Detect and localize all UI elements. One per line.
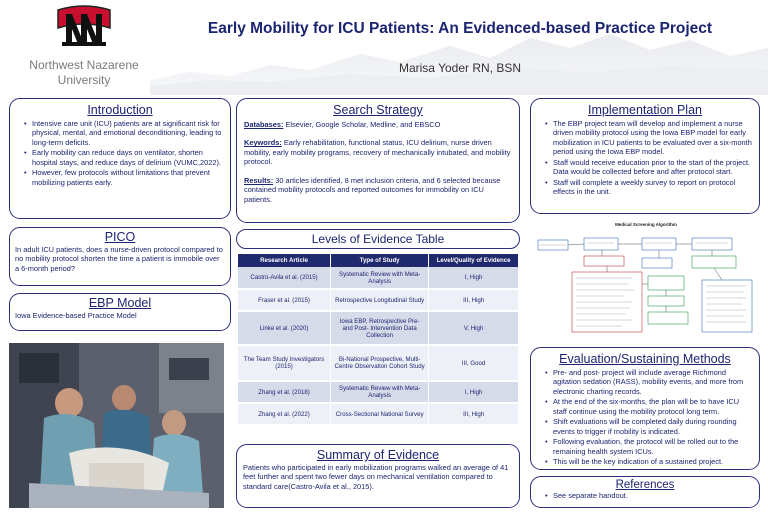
- list-item: • At the end of the six-months, the plan will be to have ICU staff continue using the mobility protocol long term.: [553, 397, 753, 416]
- table-cell: III, High: [429, 403, 519, 425]
- pico-title: PICO: [104, 230, 136, 244]
- poster-title: Early Mobility for ICU Patients: An Evidenced-based Practice Project: [207, 20, 713, 37]
- list-item: • Following evaluation, the protocol will be rolled out to the remaining health system ICUs.: [553, 437, 753, 456]
- list-item: • Shift evaluations will be completed daily during rounding events to trigger if mobility is indicated.: [553, 417, 753, 436]
- introduction-box: [9, 98, 231, 219]
- list-item: • See separate handout.: [553, 491, 753, 500]
- references-box: [530, 476, 760, 508]
- list-item: • Staff will complete a weekly survey to report on protocol effects in the unit.: [553, 178, 753, 197]
- table-cell: III, Good: [429, 345, 519, 381]
- introduction-title: Introduction: [87, 103, 153, 117]
- table-cell: Castro-Avila et al. (2015): [238, 267, 331, 289]
- column-header: Research Article: [238, 254, 331, 267]
- table-header-row: [238, 254, 519, 267]
- nnu-logo-icon: [54, 4, 114, 50]
- table-cell: Cross-Sectional National Survey: [331, 403, 429, 425]
- author-name: Marisa Yoder RN, BSN: [398, 61, 522, 75]
- medical-screening-algorithm-diagram: [532, 222, 760, 342]
- summary-text: Patients who participated in early mobilization programs walked an average of 41 feet further and spent two fewer days on mechanical ventilation compared to standard care(Castro-Avila et al., 2015).: [243, 463, 509, 491]
- table-cell: Bi-National Prospective, Multi-Centre Observation Cohort Study: [331, 345, 429, 381]
- university-name-line1: Northwest Nazarene: [29, 58, 139, 72]
- keywords-text: Early rehabilitation, functional status, ICU delirium, nurse driven mobility, early mobility programs, recovery of mechanically intubated, and mobility protocol.: [244, 138, 511, 167]
- keywords-label: Keywords:: [244, 138, 282, 148]
- table-cell: The Team Study Investigators (2015): [238, 345, 331, 381]
- diagram-title: Medical Screening Algorithm: [615, 222, 677, 227]
- university-name-line2: University: [57, 73, 111, 87]
- icu-mobility-photo: [9, 343, 224, 508]
- table-cell: I, High: [429, 267, 519, 289]
- list-item: • Pre- and post- project will include average Richmond agitation sedation (RASS), mobility events, and more from electronic charting records.: [553, 368, 753, 396]
- poster-header: [0, 0, 768, 95]
- implementation-list: [543, 119, 753, 197]
- column-header: Level/Quality of Evidence: [429, 254, 519, 267]
- list-item: • The EBP project team will develop and implement a nurse driven mobility protocol using the Iowa EBP model for early mobilization in ICU patients to be evaluated over a six-month period using the Iowa EBP model.: [553, 119, 753, 157]
- algorithm-flowchart-image: [532, 222, 760, 342]
- list-item: • This will be the key indication of a sustained project.: [553, 457, 753, 466]
- implementation-box: [530, 98, 760, 214]
- list-item: • However, few protocols without limitations that prevent mobilizing patients early.: [32, 168, 224, 187]
- ebp-model-text: Iowa Evidence-based Practice Model: [15, 311, 137, 320]
- table-cell: I, High: [429, 381, 519, 403]
- evaluation-box: [530, 347, 760, 470]
- evidence-table-title: Levels of Evidence Table: [236, 229, 520, 249]
- table-cell: Zhang et al. (2018): [238, 381, 331, 403]
- table-row: [238, 381, 519, 403]
- pico-question: In adult ICU patients, does a nurse-driven protocol compared to no mobility protocol shorten the time a patient is immobile over a 6-month period?: [15, 245, 223, 273]
- table-row: [238, 289, 519, 311]
- results-label: Results:: [244, 175, 274, 185]
- table-cell: V, High: [429, 311, 519, 345]
- summary-box: [236, 444, 520, 508]
- evaluation-list: [543, 368, 753, 467]
- databases-text: Elsevier, Google Scholar, Medline, and EBSCO: [283, 120, 441, 129]
- ebp-model-box: [9, 293, 231, 331]
- databases-paragraph: [244, 120, 512, 129]
- search-strategy-box: [236, 98, 520, 223]
- introduction-list: [22, 119, 224, 187]
- table-row: [238, 267, 519, 289]
- table-cell: Fraser et al. (2015): [238, 289, 331, 311]
- list-item: • Staff would receive education prior to the start of the project. Data would be collected before and after protocol start.: [553, 158, 753, 177]
- summary-title: Summary of Evidence: [316, 448, 440, 462]
- icu-photo-image: [9, 343, 224, 508]
- table-cell: III, High: [429, 289, 519, 311]
- references-list: [543, 491, 753, 500]
- table-cell: Retrospective Longitudinal Study: [331, 289, 429, 311]
- list-item: • Intensive care unit (ICU) patients are at significant risk for physical, mental, and emotional deconditioning, leading to long-term deficits.: [32, 119, 224, 147]
- table-cell: Zhang et al. (2022): [238, 403, 331, 425]
- table-cell: Linke et al. (2020): [238, 311, 331, 345]
- databases-label: Databases:: [244, 120, 284, 129]
- pico-box: [9, 227, 231, 286]
- table-row: [238, 345, 519, 381]
- references-title: References: [615, 479, 675, 491]
- table-row: [238, 403, 519, 425]
- table-cell: Iowa EBP, Retrospective Pre- and Post- Intervention Data Collection: [331, 311, 429, 345]
- evaluation-title: Evaluation/Sustaining Methods: [559, 352, 731, 366]
- table-row: [238, 311, 519, 345]
- university-logo-block: [10, 4, 158, 90]
- results-paragraph: [244, 176, 512, 204]
- search-strategy-title: Search Strategy: [333, 103, 423, 117]
- implementation-title: Implementation Plan: [588, 103, 702, 117]
- table-cell: Systematic Review with Meta-Analysis: [331, 381, 429, 403]
- keywords-paragraph: [244, 138, 512, 166]
- table-cell: Systematic Review with Meta-Analysis: [331, 267, 429, 289]
- results-text: 30 articles identified, 8 met inclusion criteria, and 6 selected because contained mobility protocols and reported outcomes for immobility on ICU patients.: [244, 175, 501, 204]
- evidence-table: [238, 254, 519, 426]
- ebp-model-title: EBP Model: [88, 296, 152, 310]
- column-header: Type of Study: [331, 254, 429, 267]
- list-item: • Early mobility can reduce days on ventilator, shorten hospital stays, and reduce days of delirium (VUMC,2022).: [32, 148, 224, 167]
